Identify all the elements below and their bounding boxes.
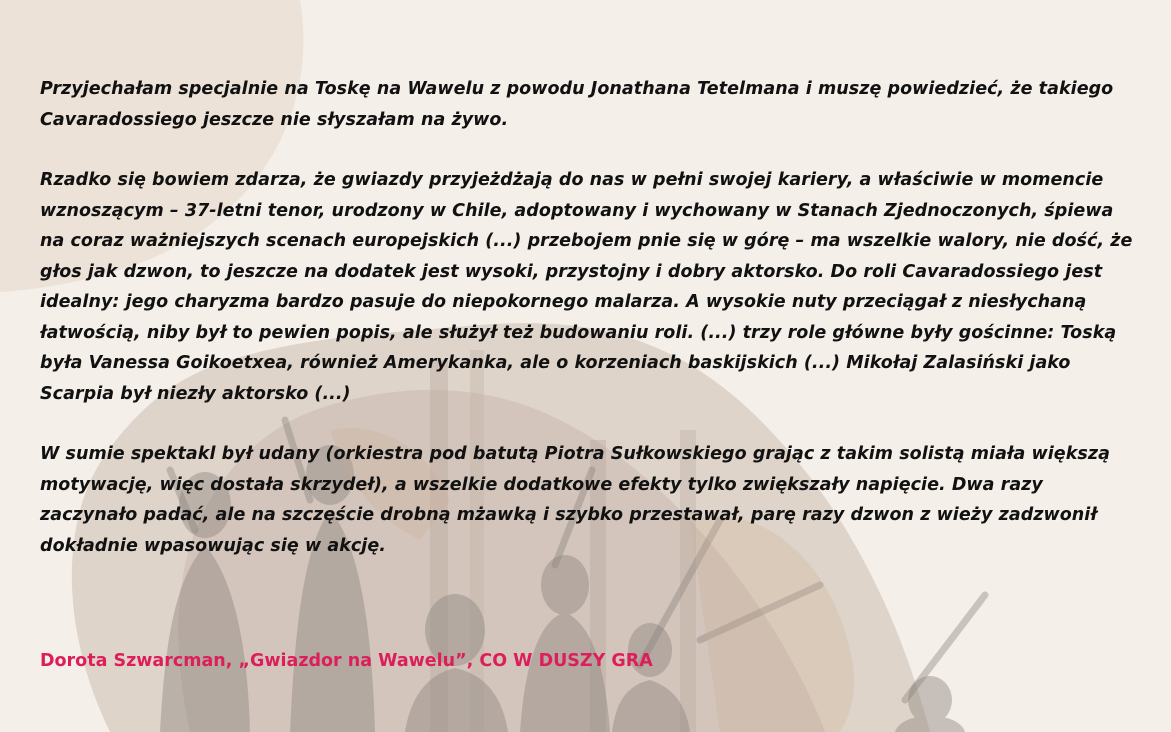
quote-paragraph-2: Rzadko się bowiem zdarza, że gwiazdy przyjeżdżają do nas w pełni swojej kariery, a właściwie w momencie wznoszącym – 37-letni tenor, urodzony w Chile, adoptowany i wychowany w Stanach Zjednoczonych, śpiewa na coraz ważniejszych scenach europejskich (...) przebojem pnie się w górę – ma wszelkie walory, nie dość, że głos jak dzwon, to jeszcze na dodatek jest wysoki, przystojny i dobry aktorsko. Do roli Cavaradossiego jest idealny: jego charyzma bardzo pasuje do niepokornego malarza. A wysokie nuty przeciągał z niesłychaną łatwością, niby był to pewien popis, ale służył też budowaniu roli. (...) trzy role główne były gościnne: Toską była Vanessa Goikoetxea, również Amerykanka, ale o korzeniach baskijskich (...) Mikołaj Zalasiński jako Scarpia był niezły aktorsko (...) xyxy=(40,170,1133,404)
quote-paragraph-3: W sumie spektakl był udany (orkiestra pod batutą Piotra Sułkowskiego grając z takim solistą miała większą motywację, więc dostała skrzydeł), a wszelkie dodatkowe efekty tylko zwiększały napięcie. Dwa razy zaczynało padać, ale na szczęście drobną mżawką i szybko przestawał, parę razy dzwon z wieży zadzwonił dokładnie wpasowując się w akcję. xyxy=(40,444,1110,556)
quote-attribution: Dorota Szwarcman, „Gwiazdor na Wawelu”, CO W DUSZY GRA xyxy=(40,651,653,671)
quote-paragraph-1: Przyjechałam specjalnie na Toskę na Wawelu z powodu Jonathana Tetelmana i muszę powiedzieć, że takiego Cavaradossiego jeszcze nie słyszałam na żywo. xyxy=(40,79,1114,130)
quote-text-block xyxy=(40,74,1135,591)
